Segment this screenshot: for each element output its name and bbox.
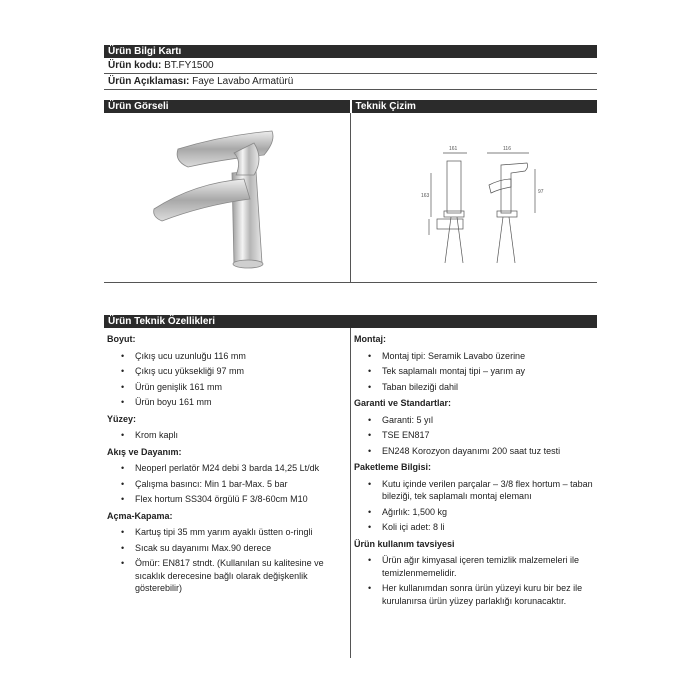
specs-left-column [104,328,350,658]
product-image-header: Ürün Görseli [104,100,350,113]
spec-item: • Ömür: EN817 stndt. (Kullanılan su kalitesine ve sıcaklık derecesine bağlı olarak değişkenlik gösterebilir) [129,557,347,595]
spec-section-title: Boyut: [107,334,136,344]
spec-item: • EN248 Korozyon dayanımı 200 saat tuz testi [376,445,594,458]
spec-list [354,554,594,607]
spec-item: • Krom kaplı [129,429,347,442]
spec-item: • Montaj tipi: Seramik Lavabo üzerine [376,350,594,363]
product-code-label: Ürün kodu: [108,60,162,71]
spec-item: • Tek saplamalı montaj tipi – yarım ay [376,365,594,378]
media-row [104,113,597,283]
drawing-dim-height-right: 97 [538,189,544,195]
spec-list [107,350,347,409]
spec-section-title: Garanti ve Standartlar: [354,398,452,408]
spec-section-title: Paketleme Bilgisi: [354,462,432,472]
spec-section-title: Ürün kullanım tavsiyesi [354,538,455,549]
technical-drawing-cell [350,113,597,282]
product-info-sheet [104,45,597,655]
spec-item: • Ürün boyu 161 mm [129,396,347,409]
spec-item: • Sıcak su dayanımı Max.90 derece [129,542,347,555]
spec-item: • Çalışma basıncı: Min 1 bar-Max. 5 bar [129,478,347,491]
spec-item: • Her kullanımdan sonra ürün yüzeyi kuru bir bez ile kurulanırsa ürün yüzey parlaklığı korunacaktır. [376,582,594,607]
product-description-value: Faye Lavabo Armatürü [192,76,294,87]
technical-drawing-header: Teknik Çizim [350,100,598,113]
spec-item: • Ürün genişlik 161 mm [129,381,347,394]
technical-drawing [351,113,597,283]
spec-item: • Neoperl perlatör M24 debi 3 barda 14,25 Lt/dk [129,462,347,475]
drawing-dim-width-right: 116 [503,146,511,152]
spec-item: • Kartuş tipi 35 mm yarım ayaklı üstten o-ringli [129,526,347,539]
spec-list [107,462,347,506]
spec-item: • Flex hortum SS304 örgülü F 3/8-60cm M10 [129,493,347,506]
drawing-dim-top-front: 161 [449,146,458,152]
product-description-row [104,74,597,90]
specs-right-column [350,328,597,658]
spec-section-title: Akış ve Dayanım: [107,446,182,457]
spec-item: • Taban bileziği dahil [376,381,594,394]
spec-item: • TSE EN817 [376,429,594,442]
specs-columns [104,328,597,658]
spec-section-title: Açma-Kapama: [107,510,173,521]
spec-item: • Koli içi adet: 8 li [376,521,594,534]
spec-section-title: Montaj: [354,334,386,344]
product-image-cell [104,113,350,282]
spec-item: • Ağırlık: 1,500 kg [376,506,594,519]
product-description-label: Ürün Açıklaması: [108,76,190,87]
spec-list [354,414,594,458]
specs-header: Ürün Teknik Özellikleri [104,315,597,328]
spec-list [107,429,347,442]
spec-item: • Ürün ağır kimyasal içeren temizlik malzemeleri ile temizlenmemelidir. [376,554,594,579]
product-code-row [104,58,597,74]
spec-list [354,478,594,534]
spec-item: • Garanti: 5 yıl [376,414,594,427]
info-header: Ürün Bilgi Kartı [104,45,597,58]
spec-section-title: Yüzey: [107,413,137,424]
spec-item: • Kutu içinde verilen parçalar – 3/8 flex hortum – taban bileziği, tek saplamalı montaj elemanı [376,478,594,503]
product-code-value: BT.FY1500 [164,60,214,71]
spec-list [354,350,594,394]
spec-item: • Çıkış ucu uzunluğu 116 mm [129,350,347,363]
spec-list [107,526,347,595]
media-headers [104,100,597,113]
drawing-dim-height-left: 163 [421,193,430,199]
spec-item: • Çıkış ucu yüksekliği 97 mm [129,365,347,378]
faucet-image [104,113,350,283]
